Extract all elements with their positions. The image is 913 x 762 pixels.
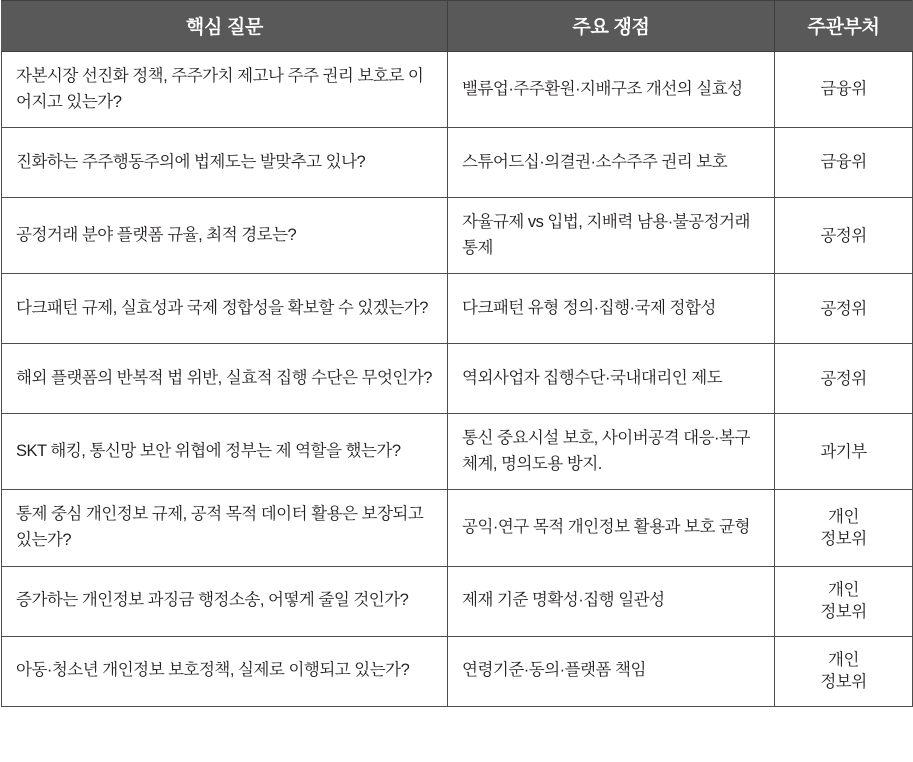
cell-question: SKT 해킹, 통신망 보안 위협에 정부는 제 역할을 했는가? (2, 414, 448, 490)
cell-issue: 연령기준·동의·플랫폼 책임 (448, 636, 775, 706)
cell-department: 과기부 (775, 414, 913, 490)
cell-department: 개인 정보위 (775, 636, 913, 706)
cell-issue: 역외사업자 집행수단·국내대리인 제도 (448, 344, 775, 414)
cell-department: 금융위 (775, 52, 913, 128)
cell-question: 공정거래 분야 플랫폼 규율, 최적 경로는? (2, 198, 448, 274)
cell-department: 개인 정보위 (775, 566, 913, 636)
table-row (2, 344, 913, 414)
cell-issue: 다크패턴 유형 정의·집행·국제 정합성 (448, 274, 775, 344)
table-row (2, 636, 913, 706)
table-body (2, 52, 913, 707)
cell-question: 다크패턴 규제, 실효성과 국제 정합성을 확보할 수 있겠는가? (2, 274, 448, 344)
table-row (2, 274, 913, 344)
cell-issue: 제재 기준 명확성·집행 일관성 (448, 566, 775, 636)
cell-question: 아동·청소년 개인정보 보호정책, 실제로 이행되고 있는가? (2, 636, 448, 706)
cell-department: 개인 정보위 (775, 490, 913, 566)
cell-question: 증가하는 개인정보 과징금 행정소송, 어떻게 줄일 것인가? (2, 566, 448, 636)
cell-issue: 자율규제 vs 입법, 지배력 남용·불공정거래 통제 (448, 198, 775, 274)
cell-question: 해외 플랫폼의 반복적 법 위반, 실효적 집행 수단은 무엇인가? (2, 344, 448, 414)
table-row (2, 566, 913, 636)
table-row (2, 490, 913, 566)
column-header-question: 핵심 질문 (2, 1, 448, 52)
cell-question: 자본시장 선진화 정책, 주주가치 제고나 주주 권리 보호로 이어지고 있는가? (2, 52, 448, 128)
table-row (2, 128, 913, 198)
column-header-department: 주관부처 (775, 1, 913, 52)
table-header-row (2, 1, 913, 52)
cell-department: 공정위 (775, 198, 913, 274)
cell-issue: 밸류업·주주환원·지배구조 개선의 실효성 (448, 52, 775, 128)
cell-question: 진화하는 주주행동주의에 법제도는 발맞추고 있나? (2, 128, 448, 198)
table-row (2, 52, 913, 128)
cell-issue: 통신 중요시설 보호, 사이버공격 대응·복구 체계, 명의도용 방지. (448, 414, 775, 490)
cell-issue: 스튜어드십·의결권·소수주주 권리 보호 (448, 128, 775, 198)
table-row (2, 198, 913, 274)
cell-department: 공정위 (775, 274, 913, 344)
cell-department: 공정위 (775, 344, 913, 414)
issues-table (1, 0, 913, 707)
cell-issue: 공익·연구 목적 개인정보 활용과 보호 균형 (448, 490, 775, 566)
cell-department: 금융위 (775, 128, 913, 198)
cell-question: 통제 중심 개인정보 규제, 공적 목적 데이터 활용은 보장되고 있는가? (2, 490, 448, 566)
table-header (2, 1, 913, 52)
column-header-issue: 주요 쟁점 (448, 1, 775, 52)
table-row (2, 414, 913, 490)
